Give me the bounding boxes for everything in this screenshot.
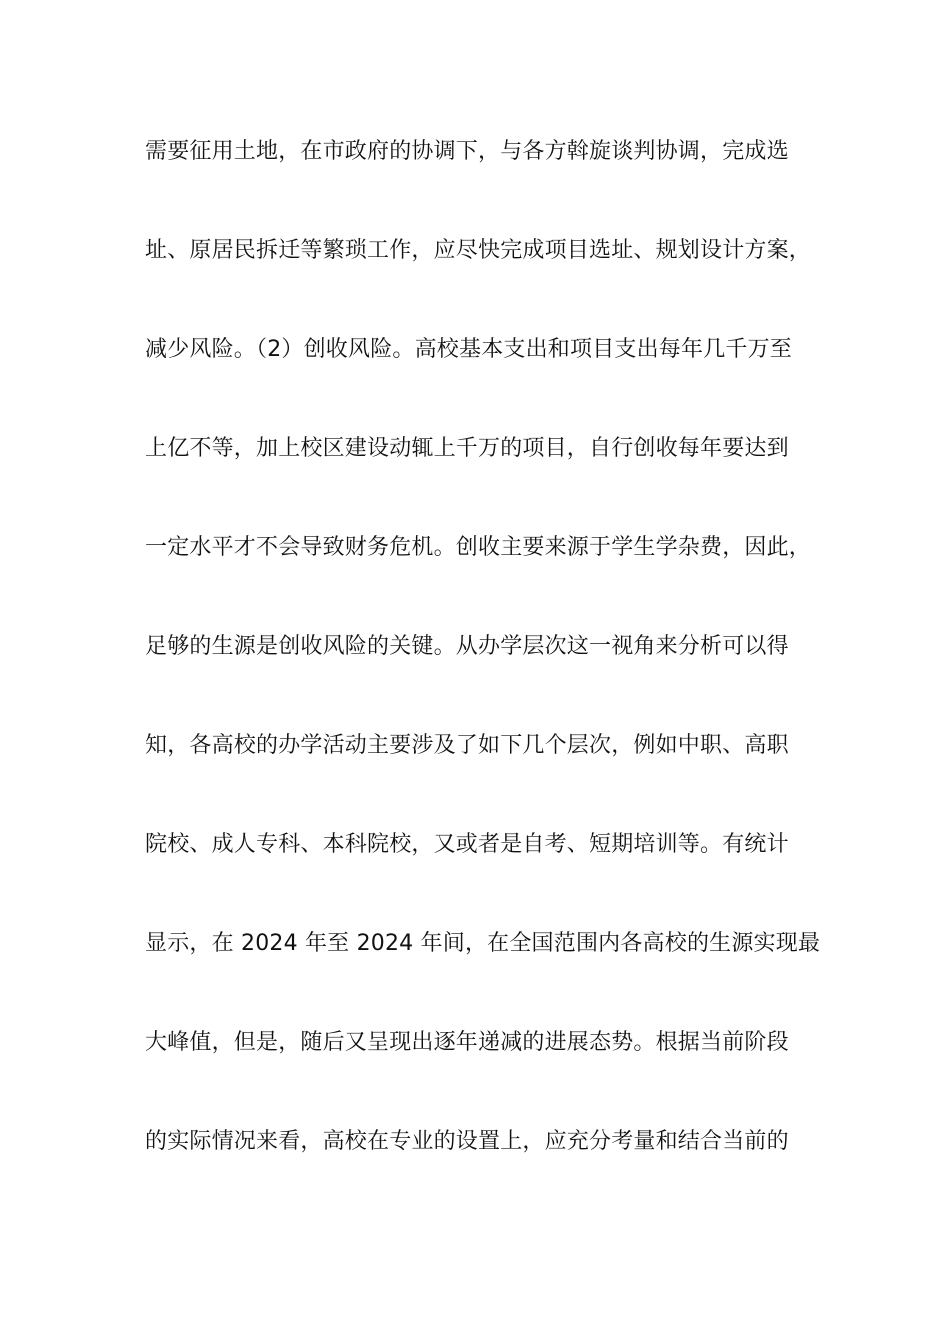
- text-line: 需要征用土地，在市政府的协调下，与各方斡旋谈判协调，完成选: [145, 139, 789, 164]
- text-line: 址、原居民拆迁等繁琐工作，应尽快完成项目选址、规划设计方案，: [145, 238, 812, 263]
- text-line: 的实际情况来看，高校在专业的设置上，应充分考量和结合当前的: [145, 1129, 789, 1154]
- text-line: 足够的生源是创收风险的关键。从办学层次这一视角来分析可以得: [145, 634, 789, 659]
- text-line: 上亿不等，加上校区建设动辄上千万的项目，自行创收每年要达到: [145, 436, 789, 461]
- text-line: 大峰值，但是，随后又呈现出逐年递减的进展态势。根据当前阶段: [145, 1030, 789, 1055]
- text-line: 一定水平才不会导致财务危机。创收主要来源于学生学杂费，因此，: [145, 535, 812, 560]
- text-line: 院校、成人专科、本科院校，又或者是自考、短期培训等。有统计: [145, 832, 789, 857]
- text-line: 显示，在 2024 年至 2024 年间，在全国范围内各高校的生源实现最: [145, 931, 821, 956]
- body-text: [145, 133, 825, 1222]
- text-line: 知，各高校的办学活动主要涉及了如下几个层次，例如中职、高职: [145, 733, 789, 758]
- text-line: 减少风险。（2）创收风险。高校基本支出和项目支出每年几千万至: [145, 337, 792, 362]
